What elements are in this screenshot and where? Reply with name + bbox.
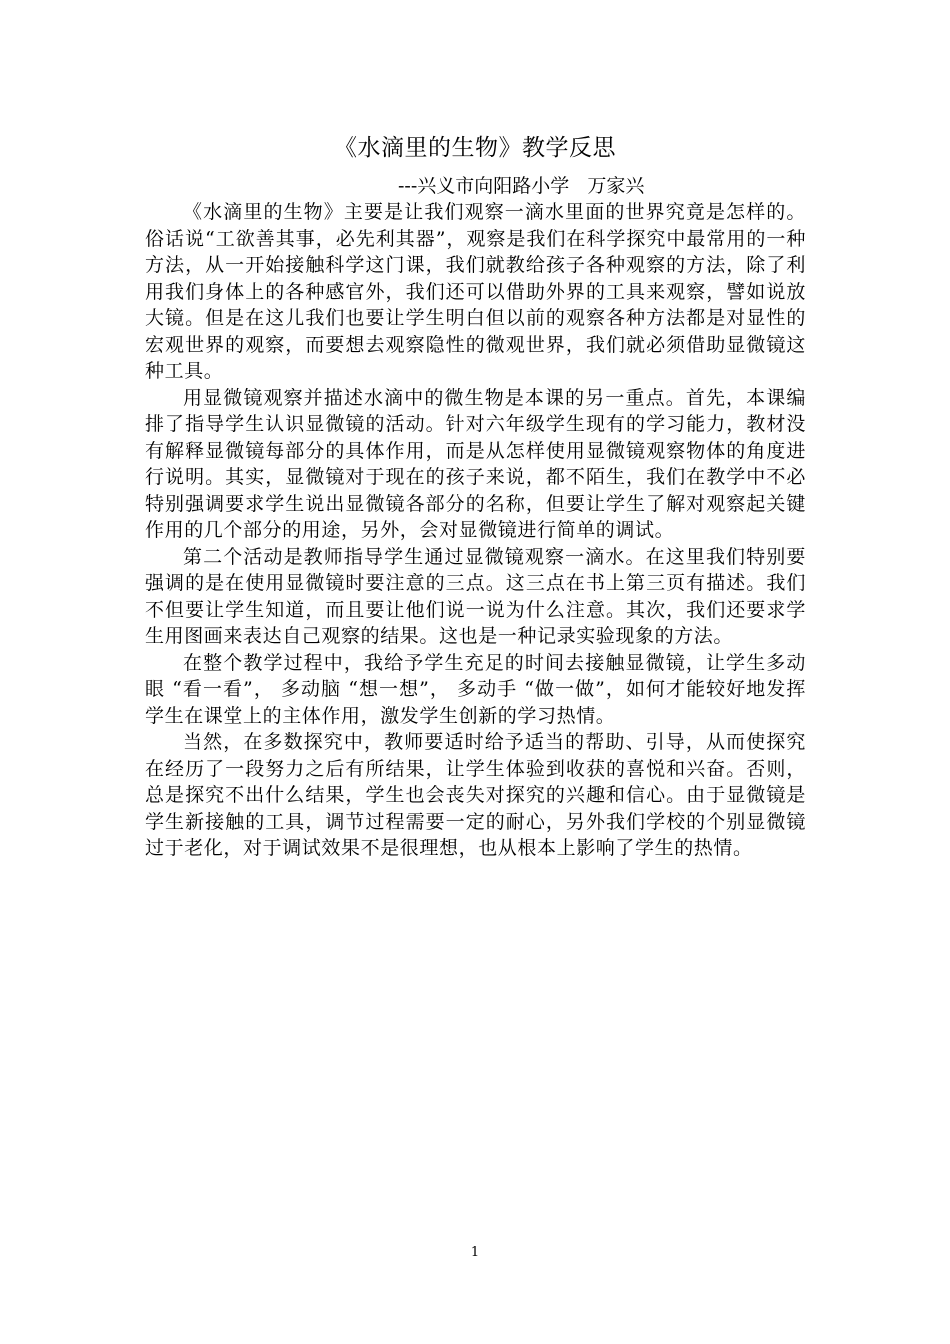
paragraph: 《水滴里的生物》主要是让我们观察一滴水里面的世界究竟是怎样的。俗话说“工欲善其事，必先利其器”，观察是我们在科学探究中最常用的一种方法，从一开始接触科学这门课，我们就教给孩子各种观察的方法，除了利用我们身体上的各种感官外，我们还可以借助外界的工具来观察，譬如说放大镜。但是在这儿我们也要让学生明白但以前的观察各种方法都是对显性的宏观世界的观察，而要想去观察隐性的微观世界，我们就必须借助显微镜这种工具。 [145, 201, 806, 382]
paragraph: 当然，在多数探究中，教师要适时给予适当的帮助、引导，从而使探究在经历了一段努力之后有所结果，让学生体验到收获的喜悦和兴奋。否则，总是探究不出什么结果，学生也会丧失对探究的兴趣和信心。由于显微镜是学生新接触的工具，调节过程需要一定的耐心，另外我们学校的个别显微镜过于老化，对于调试效果不是很理想，也从根本上影响了学生的热情。 [145, 731, 806, 859]
document-title: 《水滴里的生物》教学反思 [334, 135, 616, 161]
document-body [145, 199, 806, 862]
page-number: 1 [470, 1245, 480, 1260]
paragraph: 用显微镜观察并描述水滴中的微生物是本课的另一重点。首先，本课编排了指导学生认识显微镜的活动。针对六年级学生现有的学习能力，教材没有解释显微镜每部分的具体作用，而是从怎样使用显微镜观察物体的角度进行说明。其实，显微镜对于现在的孩子来说，都不陌生，我们在教学中不必特别强调要求学生说出显微镜各部分的名称，但要让学生了解对观察起关键作用的几个部分的用途，另外，会对显微镜进行简单的调试。 [145, 386, 806, 541]
author-line: ---兴义市向阳路小学 万家兴 [398, 175, 645, 197]
paragraph: 第二个活动是教师指导学生通过显微镜观察一滴水。在这里我们特别要强调的是在使用显微镜时要注意的三点。这三点在书上第三页有描述。我们不但要让学生知道，而且要让他们说一说为什么注意。其次，我们还要求学生用图画来表达自己观察的结果。这也是一种记录实验现象的方法。 [145, 545, 806, 647]
paragraph: 在整个教学过程中，我给予学生充足的时间去接触显微镜，让学生多动眼 “看一看”， 多动脑 “想一想”， 多动手 “做一做”，如何才能较好地发挥学生在课堂上的主体作用，激发学生创新的学习热情。 [145, 651, 806, 727]
